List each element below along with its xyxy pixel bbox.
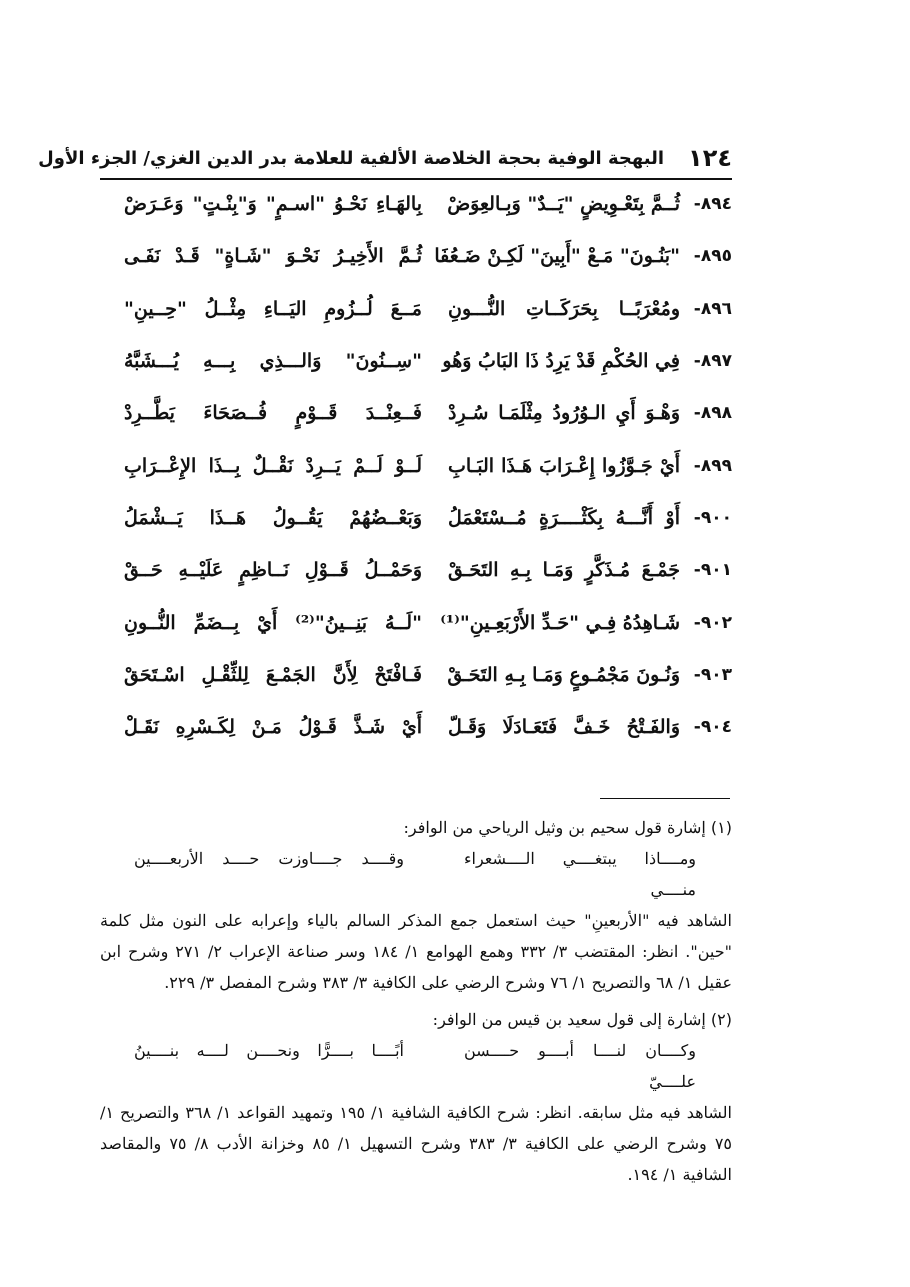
verse-row: [100, 439, 732, 491]
verse-row: [100, 649, 732, 701]
verse-number: ٩٠٤-: [693, 717, 732, 738]
verse-number: ٩٠١-: [693, 560, 732, 581]
verse-second-hemistich: "سِــنُونَ" وَالـــذِي بِـــهِ يُـــشَبَّهُ: [124, 350, 422, 373]
footnote-intro: إشارة قول سحيم بن وثيل الرياحي من الوافر:: [403, 818, 706, 837]
verse-row: [100, 492, 732, 544]
verse-first-hemistich: أَيْ جَـوَّزُوا إِعْـرَابَ هَـذَا البَـابِ: [448, 454, 680, 477]
page-header: [38, 138, 732, 180]
verse-row: [100, 335, 732, 387]
verse-number: ٩٠٠-: [693, 507, 732, 528]
footnote-text: الشاهد فيه "الأربعينِ" حيث استعمل جمع المذكر السالم بالياء وإعرابه على النون مثل كلمة "حين". انظر: المقتضب ٣/ ٣٣٢ وهمع الهوامع ١/ ١٨٤ وسر صناعة الإعراب ٢/ ٢٧١ وشرح ابن عقيل ١/ ٦٨ والتصريح ١/ ٧٦ وشرح الرضي على الكافية ٣/ ٣٨٣ وشرح المفصل ٣/ ٢٢٩.: [100, 911, 732, 992]
footnotes: [100, 812, 732, 1196]
footnote-poem: [100, 843, 732, 905]
verse-row: [100, 701, 732, 753]
verse-second-hemistich: مَــعَ لُــزُومِ اليَــاءِ مِثْــلُ "حِــينِ": [124, 297, 422, 320]
footnote-separator: [600, 798, 730, 799]
verse-second-hemistich: وَبَعْــضُهُمْ يَقُــولُ هَــذَا يَــشْمَلُ: [124, 506, 422, 529]
footnote: [100, 812, 732, 998]
poem-second-hemistich: أبًــــا بــــرًّا ونحــــن لــــه بنــــينُ: [134, 1041, 404, 1060]
footnote-number: (٢): [710, 1010, 732, 1029]
verse-first-hemistich: ومُعْرَبًــا بِحَرَكَــاتِ النُّـــونِ: [448, 297, 680, 320]
footnote-text: الشاهد فيه مثل سابقه. انظر: شرح الكافية الشافية ١/ ١٩٥ وتمهيد القواعد ١/ ٣٦٨ والتصريح ١/ ٧٥ وشرح الرضي على الكافية ٣/ ٣٨٣ وشرح التسهيل ١/ ٨٥ وخزانة الأدب ٨/ ٧٥ والمقاصد الشافية ١/ ١٩٤.: [100, 1103, 732, 1184]
verse-second-hemistich: وَحَمْــلُ قَــوْلِ نَــاظِمٍ عَلَيْــهِ حَــقْ: [124, 559, 422, 582]
verse-second-hemistich: ثُـمَّ الأَخِيـرُ نَحْـوَ "شَـاةٍ" قَـدْ نَفَـى: [124, 245, 422, 268]
poem-second-hemistich: وقــــد جــــاوزت حــــد الأربعــــين: [134, 849, 404, 868]
verse-row: [100, 283, 732, 335]
verse-first-hemistich: "بَنُـونَ" مَـعْ "أَبِينَ" لَكِـنْ ضَـعُفَا: [434, 245, 680, 268]
verse-number: ٨٩٧-: [693, 351, 732, 372]
footnote-poem: [100, 1035, 732, 1097]
verse-first-hemistich: وَهْـوَ أَيِ الـوُرُودُ مِثْلَمَـا سُـرِدْ: [448, 402, 680, 425]
poem-first-hemistich: ومــــاذا يبتغــــي الــــشعراء منــــي: [464, 849, 696, 899]
verse-row: [100, 178, 732, 230]
verse-number: ٨٩٩-: [693, 455, 732, 476]
verse-second-hemistich: لَــوْ لَــمْ يَــرِدْ نَقْــلٌ بِــذَا الإِعْــرَابِ: [124, 454, 422, 477]
verse-second-hemistich: فَـافْتَحْ لِأَنَّ الجَمْـعَ لِلثِّقْـلِ اسْـتَحَقْ: [124, 663, 422, 686]
verse-number: ٨٩٦-: [693, 298, 732, 319]
verse-row: [100, 387, 732, 439]
verse-first-hemistich: وَنُـونَ مَجْمُـوعٍ وَمَـا بِـهِ التَحَـقْ: [447, 663, 680, 686]
verse-number: ٩٠٢-: [693, 612, 732, 633]
verse-row: [100, 230, 732, 282]
verse-second-hemistich: بِالهَـاءِ نَحْـوُ "اسـمٍ" وَ"بِنْـتٍ" وَعَـرَضْ: [124, 193, 422, 216]
verse-second-hemistich: أَيْ شَـذَّ قَـوْلُ مَـنْ لِكَـسْرِهِ نَقَـلْ: [124, 716, 422, 739]
footnote-intro: إشارة إلى قول سعيد بن قيس من الوافر:: [432, 1010, 706, 1029]
verse-number: ٩٠٣-: [693, 664, 732, 685]
running-title: البهجة الوفية بحجة الخلاصة الألفية للعلامة بدر الدين الغزي/ الجزء الأول: [38, 147, 665, 169]
page-number: ١٢٤: [688, 144, 732, 172]
footnote: [100, 1004, 732, 1190]
verse-first-hemistich: أَوْ أَنَّـــهُ بِكَثْــــرَةٍ مُــسْتَعْمَلُ: [448, 506, 680, 529]
verse-list: [100, 178, 732, 753]
verse-number: ٨٩٨-: [693, 403, 732, 424]
footnote-number: (١): [710, 818, 732, 837]
verse-row: [100, 544, 732, 596]
verse-first-hemistich: فِي الحُكْمِ قَدْ يَرِدُ ذَا البَابُ وَهُو: [442, 350, 680, 373]
poem-first-hemistich: وكــــان لنــــا أبــــو حــــسن علــــيّ: [464, 1041, 696, 1091]
verse-first-hemistich: وَالفَـتْحُ خَـفَّ فَتَعَـادَلَا وَقَـلّ: [448, 716, 680, 739]
verse-number: ٨٩٥-: [693, 246, 732, 267]
verse-first-hemistich: شَـاهِدُهُ فِـي "حَـدِّ الأَرْبَعِـينِ"⁽¹⁾: [440, 611, 680, 634]
verse-second-hemistich: "لَــهُ بَنِــينُ"⁽²⁾ أَيْ بِــضَمِّ النُّــونِ: [124, 611, 422, 634]
verse-second-hemistich: فَــعِنْــدَ قَــوْمٍ فُــصَحَاءَ يَطَّــرِدْ: [124, 402, 422, 425]
verse-first-hemistich: ثُــمَّ بِتَعْـوِيضٍ "يَــدٌ" وَبِـالعِوَضْ: [447, 193, 680, 216]
verse-number: ٨٩٤-: [693, 194, 732, 215]
verse-first-hemistich: جَمْـعَ مُـذَكَّرٍ وَمَـا بِـهِ التَحَـقْ: [448, 559, 680, 582]
verse-row: [100, 596, 732, 648]
